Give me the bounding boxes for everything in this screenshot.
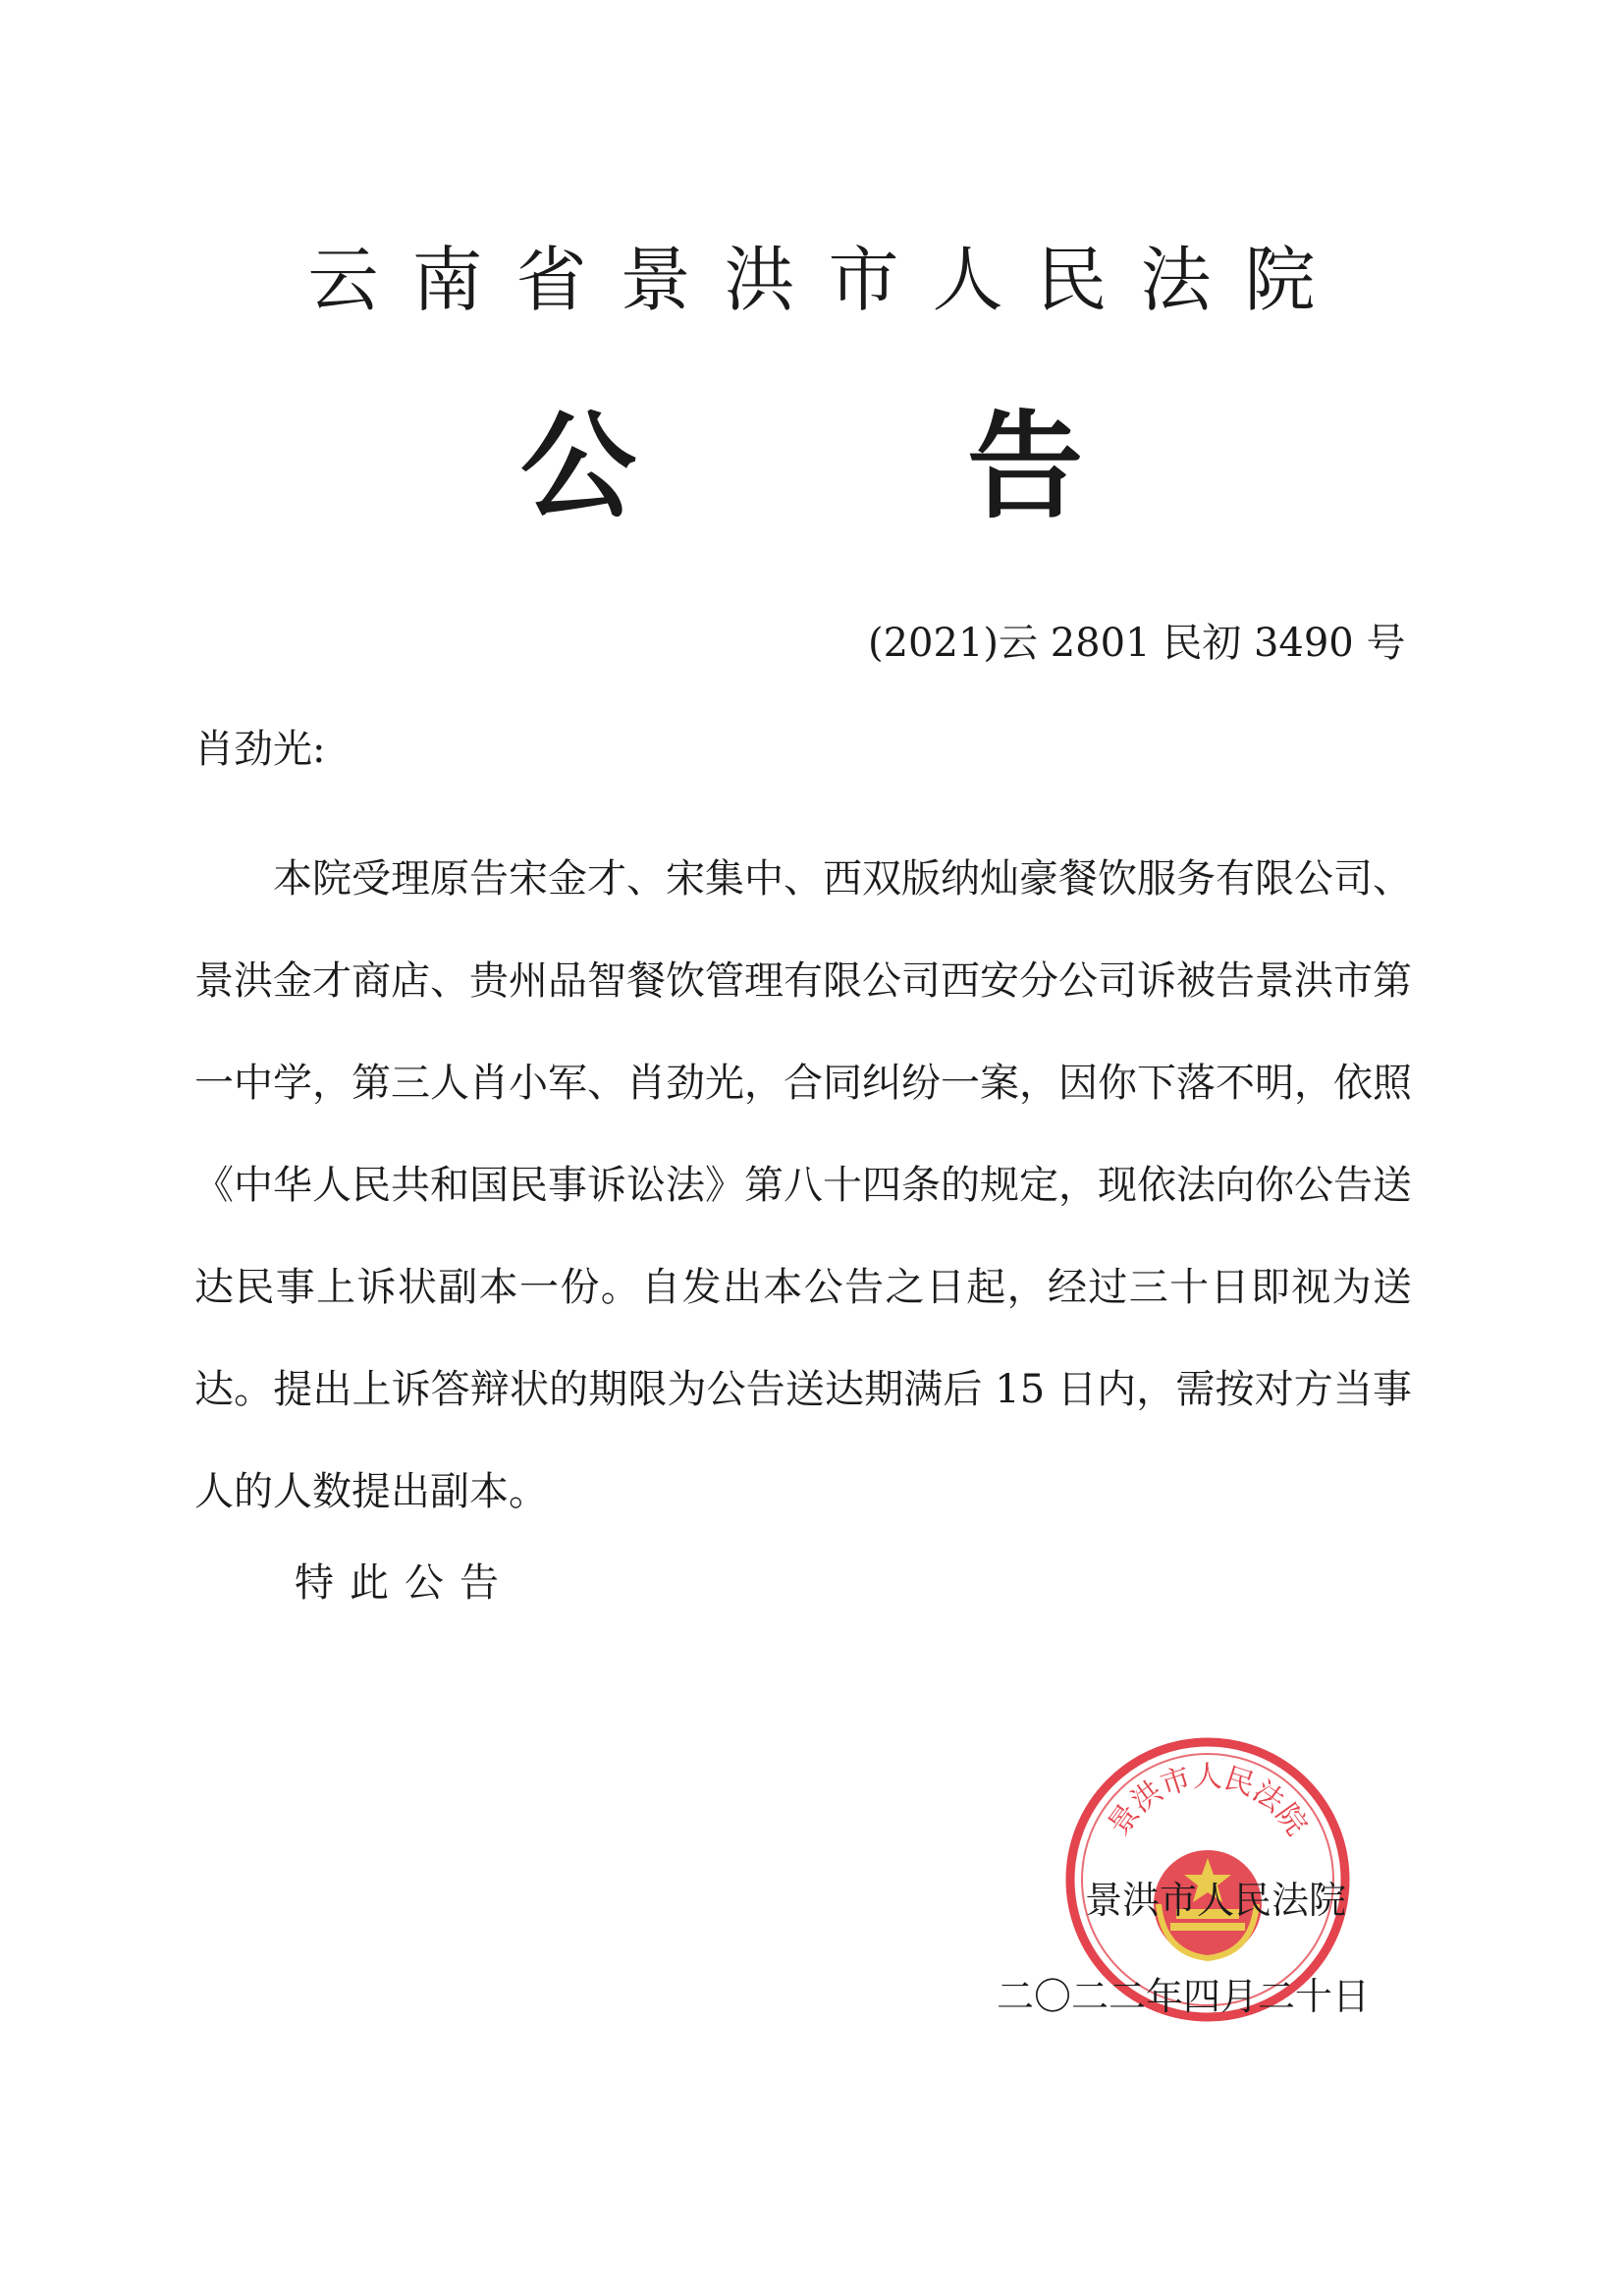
notice-body: 本院受理原告宋金才、宋集中、西双版纳灿豪餐饮服务有限公司、景洪金才商店、贵州品智餐饮管理有限公司西安分公司诉被告景洪市第一中学，第三人肖小军、肖劲光，合同纠纷一案，因你下落不明，依照《中华人民共和国民事诉讼法》第八十四条的规定，现依法向你公告送达民事上诉状副本一份。自发出本公告之日起，经过三十日即视为送达。提出上诉答辩状的期限为公告送达期满后 15 日内，需按对方当事人的人数提出副本。 [194,856,1412,1514]
addressee: 肖劲光: [194,727,326,772]
notice-title-char-2: 告 [967,399,1084,534]
signature-date: 二〇二二年四月二十日 [997,1975,1371,2018]
seal-text: 景洪市人民法院 [1102,1760,1314,1842]
signature-court: 景洪市人民法院 [1085,1879,1347,1922]
court-name-heading: 云南省景洪市人民法院 [307,239,1349,321]
seal-lettering [1102,1760,1314,1842]
notice-title [520,399,1109,534]
notice-title-char-1: 公 [520,399,637,534]
case-number: (2021)云 2801 民初 3490 号 [868,621,1406,666]
closing-statement: 特此公告 [295,1560,514,1606]
